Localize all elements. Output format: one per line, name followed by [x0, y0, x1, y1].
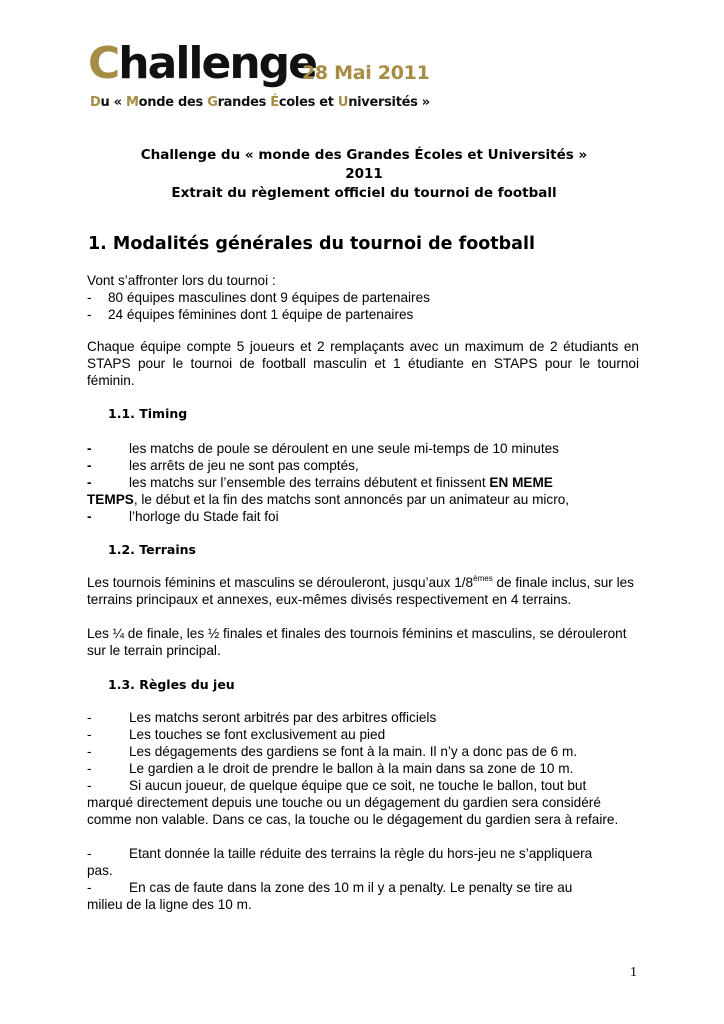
logo-wordmark: Challenge — [88, 38, 316, 89]
doc-header-line3: Extrait du règlement officiel du tournoi de football — [171, 185, 557, 201]
list-item: Si aucun joueur, de quelque équipe que ce soit, ne touche le ballon, tout but — [129, 778, 587, 793]
list-item: l’horloge du Stade fait foi — [129, 509, 279, 524]
section-1-title: 1. Modalités générales du tournoi de football — [88, 234, 535, 254]
list-item: En cas de faute dans la zone des 10 m il y a penalty. Le penalty se tire au — [129, 880, 573, 895]
terrains-paragraph-2: Les ¼ de finale, les ½ finales et finales des tournois féminins et masculins, se dérouleront sur le terrain principal. — [87, 626, 627, 658]
regles-title: 1.3. Règles du jeu — [108, 677, 235, 692]
logo-subtitle — [90, 96, 430, 109]
challenge-logo — [88, 38, 488, 118]
list-item: Les matchs seront arbitrés par des arbitres officiels — [129, 710, 437, 725]
doc-header-line2: 2011 — [345, 166, 383, 182]
section-1-paragraph: Chaque équipe compte 5 joueurs et 2 remplaçants avec un maximum de 2 étudiants en STAPS pour le tournoi de football masculin et 1 étudiante en STAPS pour le tournoi féminin. — [87, 339, 639, 388]
timing-title: 1.1. Timing — [108, 406, 188, 421]
logo-subtitle-part: M — [126, 95, 139, 110]
logo-subtitle-part: onde des — [138, 95, 208, 110]
logo-subtitle-part: randes — [217, 95, 271, 110]
list-item: les matchs sur l’ensemble des terrains débutent et finissent EN MEME — [129, 475, 553, 490]
list-item-continuation: TEMPS, le début et la fin des matchs sont annoncés par un animateur au micro, — [87, 492, 570, 507]
list-item: les matchs de poule se déroulent en une seule mi-temps de 10 minutes — [129, 441, 559, 456]
logo-subtitle-part: U — [337, 95, 349, 110]
logo-date: 28 Mai 2011 — [302, 62, 430, 84]
list-item: Le gardien a le droit de prendre le ballon à la main dans sa zone de 10 m. — [129, 761, 574, 776]
logo-subtitle-part: G — [207, 95, 218, 110]
list-item: 24 équipes féminines dont 1 équipe de partenaires — [108, 307, 414, 322]
doc-header-line1: Challenge du « monde des Grandes Écoles et Universités » — [140, 147, 588, 163]
list-item: 80 équipes masculines dont 9 équipes de partenaires — [108, 290, 430, 305]
page-number: 1 — [630, 965, 637, 980]
list-item-continuation: marqué directement depuis une touche ou un dégagement du gardien sera considéré comme non valable. Dans ce cas, la touche ou le dégagement du gardien sera à refaire. — [87, 795, 619, 827]
logo-subtitle-part: u « — [100, 95, 127, 110]
terrains-paragraph-1: Les tournois féminins et masculins se dérouleront, jusqu’aux 1/8èmes de finale inclus, sur les terrains principaux et annexes, eux-mêmes divisés respectivement en 4 terrains. — [87, 574, 634, 607]
list-item-continuation: milieu de la ligne des 10 m. — [87, 897, 252, 912]
logo-subtitle-part: D — [90, 95, 101, 110]
list-item: Etant donnée la taille réduite des terrains la règle du hors-jeu ne s’appliquera — [129, 846, 593, 861]
section-1-intro: Vont s’affronter lors du tournoi : — [87, 273, 276, 288]
list-item: Les dégagements des gardiens se font à la main. Il n’y a donc pas de 6 m. — [129, 744, 578, 759]
list-item: Les touches se font exclusivement au pied — [129, 727, 386, 742]
terrains-title: 1.2. Terrains — [108, 542, 196, 557]
list-item-continuation: pas. — [87, 863, 113, 878]
logo-subtitle-part: niversités » — [348, 95, 430, 110]
logo-subtitle-part: coles et — [278, 95, 338, 110]
list-item: les arrêts de jeu ne sont pas comptés, — [129, 458, 359, 473]
logo-subtitle-part: É — [270, 95, 279, 110]
